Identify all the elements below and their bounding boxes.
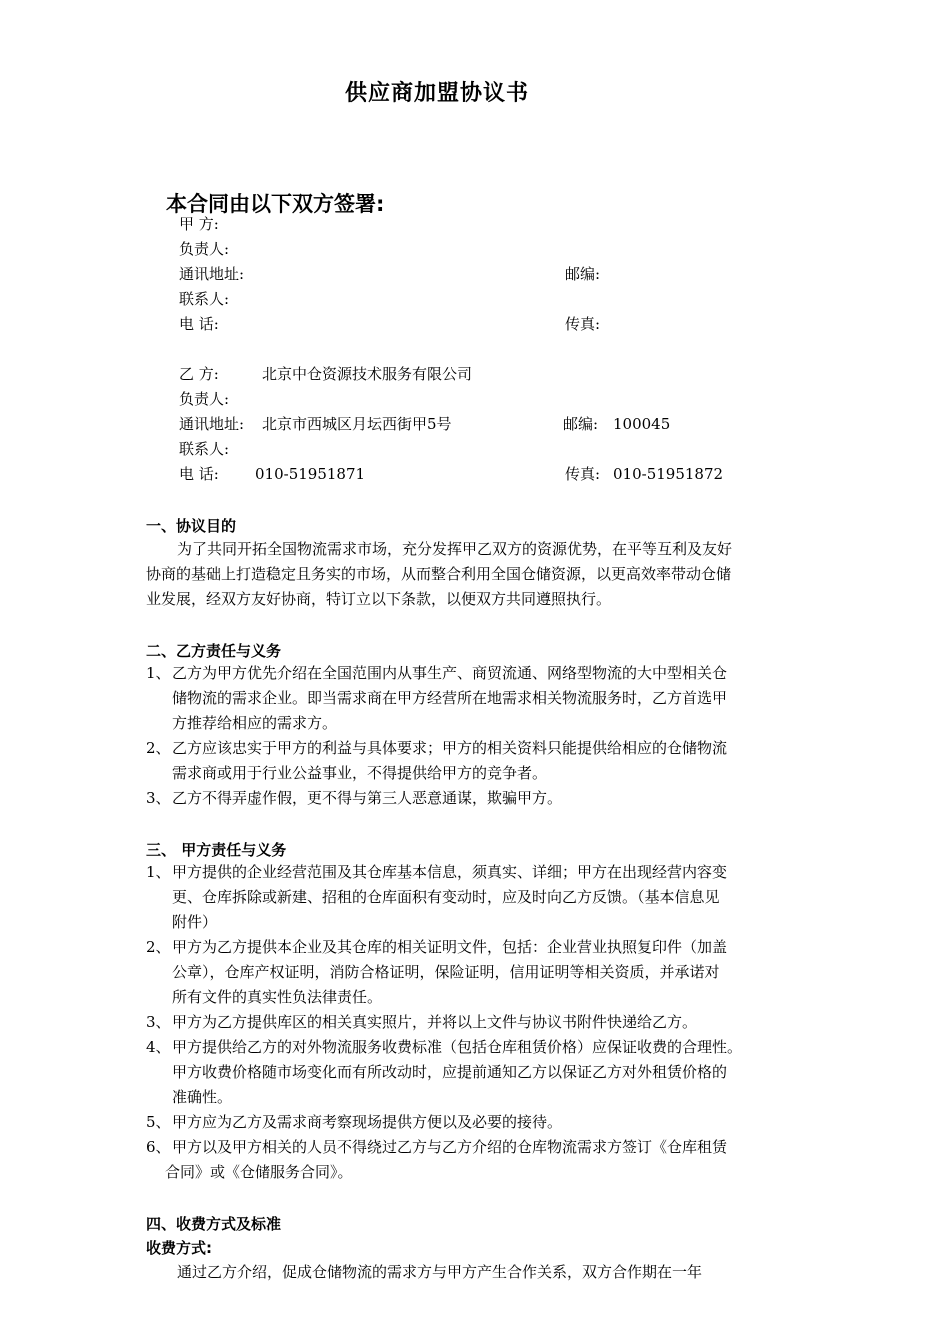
party-b-postcode-value: 100045: [613, 415, 671, 433]
party-a-postcode-label: 邮编:: [565, 265, 601, 283]
list-item-line: 公章），仓库产权证明，消防合格证明，保险证明，信用证明等相关资质，并承诺对: [172, 963, 720, 981]
list-item-line: 甲方为乙方提供本企业及其仓库的相关证明文件，包括：企业营业执照复印件（加盖: [172, 938, 728, 956]
party-b-fax-value: 010-51951872: [613, 465, 724, 483]
list-item-line: 合同》或《仓储服务合同》。: [165, 1163, 353, 1181]
document-title: 供应商加盟协议书: [345, 81, 530, 106]
list-item-line: 方推荐给相应的需求方。: [172, 714, 338, 732]
party-a-address-label: 通讯地址:: [179, 265, 245, 283]
section-4-heading: 四、收费方式及标准: [146, 1215, 282, 1233]
list-item-line: 乙方为甲方优先介绍在全国范围内从事生产、商贸流通、网络型物流的大中型相关仓: [172, 664, 728, 682]
list-item-line: 乙方应该忠实于甲方的利益与具体要求；甲方的相关资料只能提供给相应的仓储物流: [172, 739, 728, 757]
list-item-line: 甲方提供的企业经营范围及其仓库基本信息，须真实、详细；甲方在出现经营内容变: [172, 863, 728, 881]
party-b-name-value: 北京中仓资源技术服务有限公司: [262, 365, 473, 383]
list-item-number: 1、: [146, 664, 171, 682]
party-b-address-label: 通讯地址:: [179, 415, 245, 433]
list-item-line: 准确性。: [172, 1088, 233, 1106]
signing-intro: 本合同由以下双方签署:: [166, 192, 385, 216]
party-b-address-value: 北京市西城区月坛西街甲5号: [262, 415, 452, 433]
list-item-line: 附件）: [172, 913, 218, 931]
list-item-line: 储物流的需求企业。即当需求商在甲方经营所在地需求相关物流服务时，乙方首选甲: [172, 689, 728, 707]
section-1-line: 为了共同开拓全国物流需求市场，充分发挥甲乙双方的资源优势，在平等互利及友好: [177, 540, 733, 558]
list-item-number: 2、: [146, 739, 171, 757]
section-1-line: 协商的基础上打造稳定且务实的市场，从而整合利用全国仓储资源，以更高效率带动仓储: [146, 565, 732, 583]
section-3-heading: 三、 甲方责任与义务: [146, 841, 287, 859]
list-item-line: 甲方提供给乙方的对外物流服务收费标准（包括仓库租赁价格）应保证收费的合理性。: [172, 1038, 743, 1056]
list-item-number: 6、: [146, 1138, 171, 1156]
party-a-fax-label: 传真:: [565, 315, 601, 333]
list-item-line: 所有文件的真实性负法律责任。: [172, 988, 383, 1006]
party-a-name-label: 甲 方:: [179, 215, 219, 233]
list-item-line: 甲方收费价格随市场变化而有所改动时，应提前通知乙方以保证乙方对外租赁价格的: [172, 1063, 728, 1081]
list-item-line: 甲方为乙方提供库区的相关真实照片，并将以上文件与协议书附件快递给乙方。: [172, 1013, 698, 1031]
list-item-number: 4、: [146, 1038, 171, 1056]
list-item-line: 甲方应为乙方及需求商考察现场提供方便以及必要的接待。: [172, 1113, 563, 1131]
section-4-subheading: 收费方式:: [146, 1239, 212, 1257]
party-a-phone-label: 电 话:: [179, 315, 219, 333]
section-1-heading: 一、协议目的: [146, 517, 237, 535]
list-item-number: 1、: [146, 863, 171, 881]
party-b-fax-label: 传真:: [565, 465, 601, 483]
party-b-owner-label: 负责人:: [179, 390, 230, 408]
section-4-line: 通过乙方介绍，促成仓储物流的需求方与甲方产生合作关系，双方合作期在一年: [177, 1263, 703, 1281]
list-item-number: 2、: [146, 938, 171, 956]
list-item-number: 5、: [146, 1113, 171, 1131]
list-item-number: 3、: [146, 789, 171, 807]
section-2-heading: 二、乙方责任与义务: [146, 642, 282, 660]
party-b-phone-label: 电 话:: [179, 465, 219, 483]
party-b-postcode-label: 邮编:: [563, 415, 599, 433]
list-item-line: 需求商或用于行业公益事业，不得提供给甲方的竞争者。: [172, 764, 548, 782]
list-item-line: 更、仓库拆除或新建、招租的仓库面积有变动时，应及时向乙方反馈。（基本信息见: [172, 888, 720, 906]
party-a-contact-label: 联系人:: [179, 290, 230, 308]
list-item-number: 3、: [146, 1013, 171, 1031]
party-b-name-label: 乙 方:: [179, 365, 219, 383]
party-b-contact-label: 联系人:: [179, 440, 230, 458]
list-item-line: 乙方不得弄虚作假，更不得与第三人恶意通谋，欺骗甲方。: [172, 789, 563, 807]
party-a-owner-label: 负责人:: [179, 240, 230, 258]
section-1-line: 业发展，经双方友好协商，特订立以下条款，以便双方共同遵照执行。: [146, 590, 612, 608]
party-b-phone-value: 010-51951871: [255, 465, 366, 483]
list-item-line: 甲方以及甲方相关的人员不得绕过乙方与乙方介绍的仓库物流需求方签订《仓库租赁: [172, 1138, 728, 1156]
